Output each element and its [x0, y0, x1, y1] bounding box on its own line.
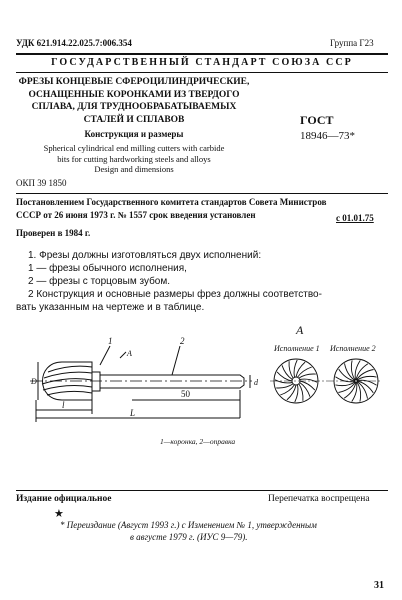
variant-2-text: 2 — фрезы с торцовым зубом. [28, 276, 171, 287]
callout-2-leader [172, 346, 180, 375]
okp-code: ОКП 39 1850 [16, 178, 67, 188]
drawing-caption: 1—коронка, 2—оправка [160, 437, 236, 446]
shank-outline [92, 372, 244, 391]
dim-50-label: 50 [181, 389, 190, 399]
gost-number: 18946—73* [300, 130, 355, 142]
dim-L-label: L [130, 408, 136, 418]
tooth-line [287, 385, 296, 400]
flute-line [43, 386, 92, 390]
callout-2: 2 [180, 336, 185, 346]
tooth-line [335, 382, 355, 386]
variant-1-label: Исполнение 1 [274, 344, 320, 353]
paragraph-1: 1. Фрезы должны изготовляться двух исполнений: [28, 250, 262, 261]
paragraph-2-cont: вать указанным на чертеже и в таблице. [16, 302, 205, 313]
title-ru-line: ОСНАЩЕННЫЕ КОРОНКАМИ ИЗ ТВЕРДОГО [28, 89, 240, 100]
title-ru-line: СТАЛЕЙ И СПЛАВОВ [83, 114, 185, 125]
tooth-line [289, 361, 293, 378]
checked-note: Проверен в 1984 г. [16, 228, 91, 238]
footer-rule [16, 490, 388, 491]
dim-d-label: d [254, 378, 258, 387]
title-en-line: bits for cutting hardworking steels and alloys [57, 153, 211, 164]
paragraph-2: 2 Конструкция и основные размеры фрез должны соответство- [28, 289, 322, 300]
reprint-note: Перепечатка воспрещена [268, 494, 370, 504]
variant-2-label: Исполнение 2 [330, 344, 376, 353]
tooth-line [357, 382, 361, 402]
title-en-line: Spherical cylindrical end milling cutters with carbide [43, 143, 225, 153]
tooth-line [355, 360, 360, 380]
title-ru-line: СПЛАВА, ДЛЯ ТРУДНООБРАБАТЫВАЕМЫХ [31, 102, 237, 112]
view-label: A [296, 323, 304, 337]
udk-code: УДК 621.914.22.025.7:006.354 [16, 38, 132, 48]
arrow-A-label: A [127, 349, 132, 358]
tooth-line [296, 362, 305, 377]
variant-1-text: 1 — фрезы обычного исполнения, [28, 263, 187, 274]
flute-line [48, 366, 92, 372]
tooth-line [357, 376, 377, 380]
dim-D-label: D [31, 377, 37, 386]
callout-1-leader [100, 346, 110, 365]
tooth-line [351, 360, 355, 380]
edition-note: Издание официальное [16, 494, 112, 504]
gost-label: ГОСТ [300, 113, 334, 127]
effective-date: с 01.01.75 [336, 213, 374, 223]
group-code: Группа Г23 [330, 38, 374, 48]
decree-line: СССР от 26 июня 1973 г. № 1557 срок введения установлен [16, 210, 256, 220]
page-number: 31 [374, 580, 384, 591]
tooth-line [300, 381, 315, 390]
tooth-line [352, 382, 357, 402]
reissue-note-cont: в августе 1979 г. (ИУС 9—79). [130, 532, 248, 542]
callout-1: 1 [108, 336, 113, 346]
flute-line [47, 391, 92, 395]
flute-line [44, 372, 92, 378]
title-en-line: Design and dimensions [94, 164, 174, 174]
tooth-line [299, 374, 316, 378]
star-icon: ★ [54, 508, 64, 520]
tooth-line [277, 372, 292, 381]
decree-line: Постановлением Государственного комитета стандартов Совета Министров [16, 197, 327, 207]
reissue-note: * Переиздание (Август 1993 г.) с Изменением № 1, утвержденным [60, 520, 317, 530]
subtitle-ru: Конструкция и размеры [84, 129, 184, 139]
title-ru-line: ФРЕЗЫ КОНЦЕВЫЕ СФЕРОЦИЛИНДРИЧЕСКИЕ, [18, 77, 250, 87]
tooth-line [299, 384, 303, 401]
standard-banner: ГОСУДАРСТВЕННЫЙ СТАНДАРТ СОЮЗА ССР [51, 57, 353, 68]
dim-l-label: l [62, 400, 65, 410]
tooth-line [276, 384, 293, 388]
view-arrow-A [120, 352, 126, 358]
